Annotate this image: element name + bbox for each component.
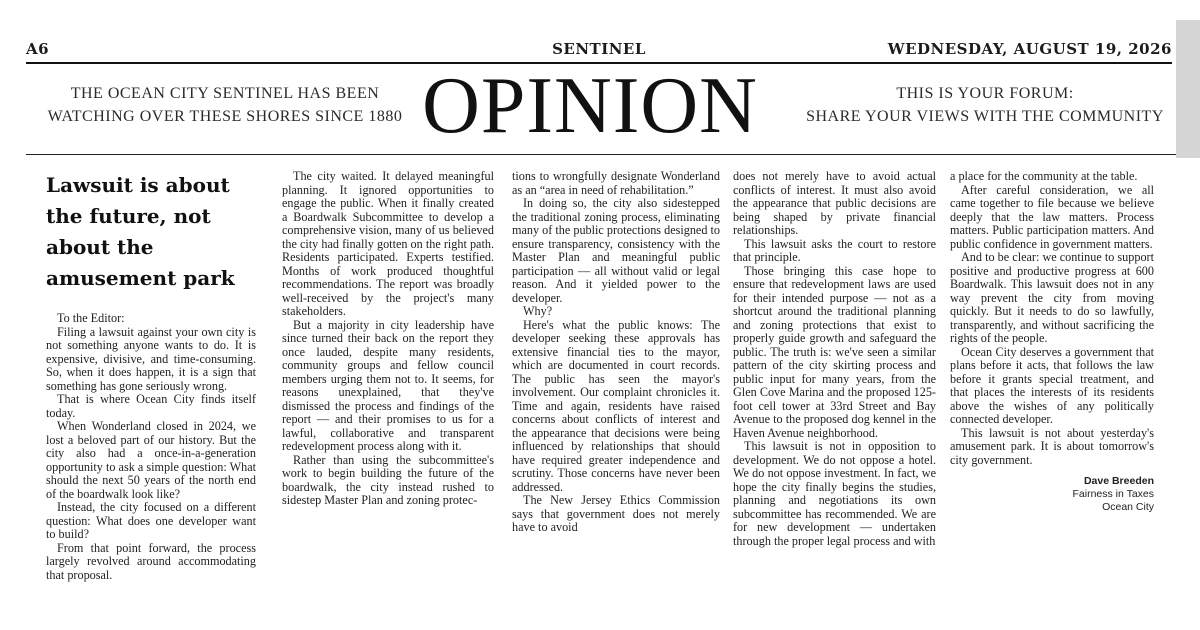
- paragraph: Instead, the city focused on a different question: What does one developer want to build?: [46, 500, 256, 541]
- paragraph: Why?: [523, 304, 553, 318]
- author-signature: [950, 475, 1154, 514]
- paragraph: When Wonderland closed in 2024, we lost a beloved part of our history. But the city also had a once-in-a-generation opportunity to ask a simple question: What should the next 50 years of the north end of the boardwalk look like?: [46, 419, 256, 501]
- paragraph: Filing a lawsuit against your own city is not something anyone wants to do. It is expensive, divisive, and time-consuming. So, when it does happen, it is a sign that something has gone seriously wrong.: [46, 324, 256, 393]
- author-location: Ocean City: [1102, 501, 1154, 513]
- paragraph: This lawsuit is not in opposition to development. We do not oppose a hotel. We do not oppose investment. In fact, we hope the city finally begins the studies, planning and negotiations its own subcommittee has recommended. We are for new development — undertaken through the proper legal process and with: [733, 439, 936, 548]
- paragraph: does not merely have to avoid actual conflicts of interest. It must also avoid the appearance that public decisions are being shaped by private financial relationships.: [733, 170, 936, 237]
- paragraph: Ocean City deserves a government that plans before it acts, that follows the law before it grants special treatment, and that places the interests of its residents above the wishes of any politically connected developer.: [950, 344, 1154, 426]
- paragraph: To the Editor:: [57, 311, 125, 325]
- paragraph: Rather than using the subcommittee's work to begin building the future of the boardwalk, the city instead rushed to sidestep Master Plan and zoning protec-: [282, 452, 494, 507]
- section-masthead: [0, 62, 1200, 154]
- paragraph: Here's what the public knows: The developer seeking these approvals has extensive financial ties to the mayor, which are documented in court records. The public has seen the mayor's involvement. Our complaint chronicles it. Time and again, residents have raised concerns about conflicts of interest and the appearance that decisions were being influenced by relationships that should have required greater independence and scrutiny. Those concerns have never been addressed.: [512, 317, 720, 494]
- masthead-tagline-right: [790, 82, 1180, 128]
- paragraph: In doing so, the city also sidestepped the traditional zoning process, eliminating many of the public protections designed to ensure transparency, consistency with the Master Plan and meaningful public participation — all without valid or legal reason. And it yielded power to the developer.: [512, 196, 720, 305]
- paragraph: The New Jersey Ethics Commission says that government does not merely have to avoid: [512, 493, 720, 534]
- author-organization: Fairness in Taxes: [1072, 488, 1154, 500]
- paragraph: This lawsuit asks the court to restore that principle.: [733, 236, 936, 264]
- paragraph: a place for the community at the table.: [950, 170, 1138, 183]
- paragraph: That is where Ocean City finds itself today.: [46, 392, 256, 420]
- article-column-5: [950, 170, 1154, 630]
- article-column-1: [46, 170, 256, 630]
- issue-date: WEDNESDAY, AUGUST 19, 2026: [887, 40, 1172, 58]
- author-name: Dave Breeden: [1083, 475, 1154, 487]
- tagline-left-line1: THE OCEAN CITY SENTINEL HAS BEEN: [70, 85, 380, 102]
- masthead-divider: [26, 154, 1176, 155]
- tagline-right-line1: THIS IS YOUR FORUM:: [896, 85, 1074, 102]
- article-column-2: [282, 170, 494, 630]
- paragraph: And to be clear: we continue to support positive and productive progress at 600 Boardwalk. This lawsuit does not in any way prevent the city from moving quickly. But it needs to do so lawfully, transparently, and without sacrificing the rights of the people.: [950, 250, 1154, 345]
- article-column-3: [512, 170, 720, 630]
- paragraph: The city waited. It delayed meaningful planning. It ignored opportunities to engage the public. When it finally created a Boardwalk Subcommittee to develop a comprehensive vision, many of us believed the city had finally gotten on the right path. Residents participated. Experts testified. Months of work produced thoughtful recommendations. The report was broadly well-received by the project's many stakeholders.: [282, 170, 494, 318]
- tagline-left-line2: WATCHING OVER THESE SHORES SINCE 1880: [47, 108, 403, 125]
- paragraph: This lawsuit is not about yesterday's amusement park. It is about tomorrow's city government.: [950, 425, 1154, 467]
- paragraph: But a majority in city leadership have since turned their back on the report they once lauded, despite many residents, community groups and fellow council members urging them not to. It seems, for reasons unexplained, that they've dismissed the process and findings of the report — and their promises to us for a lawful, collaborative and transparent redevelopment process along with it.: [282, 317, 494, 453]
- section-title: OPINION: [422, 62, 758, 150]
- page-number: A6: [26, 40, 50, 58]
- paper-name: SENTINEL: [552, 40, 646, 58]
- paragraph: Those bringing this case hope to ensure that redevelopment laws are used for their intended purpose — not as a shortcut around the traditional planning and zoning protections that exist to properly guide growth and safeguard the public. The truth is: we've seen a similar pattern of the city skirting process and public input for many years, from the Glen Cove Marina and the proposed 125-foot cell tower at 33rd Street and Bay Avenue to the proposed dog kennel in the Haven Avenue neighborhood.: [733, 263, 936, 440]
- article-column-4: [733, 170, 936, 630]
- paragraph: From that point forward, the process largely revolved around accommodating that proposal.: [46, 540, 256, 582]
- tagline-right-line2: SHARE YOUR VIEWS WITH THE COMMUNITY: [806, 108, 1164, 125]
- article-headline: Lawsuit is about the future, not about the amusement park: [46, 173, 235, 290]
- paragraph: tions to wrongfully designate Wonderland as an “area in need of rehabilitation.”: [512, 170, 720, 197]
- paragraph: After careful consideration, we all came together to file because we believe deeply that the law matters. Process matters. Public participation matters. And public confidence in government matters.: [950, 182, 1154, 251]
- masthead-tagline-left: [40, 82, 410, 128]
